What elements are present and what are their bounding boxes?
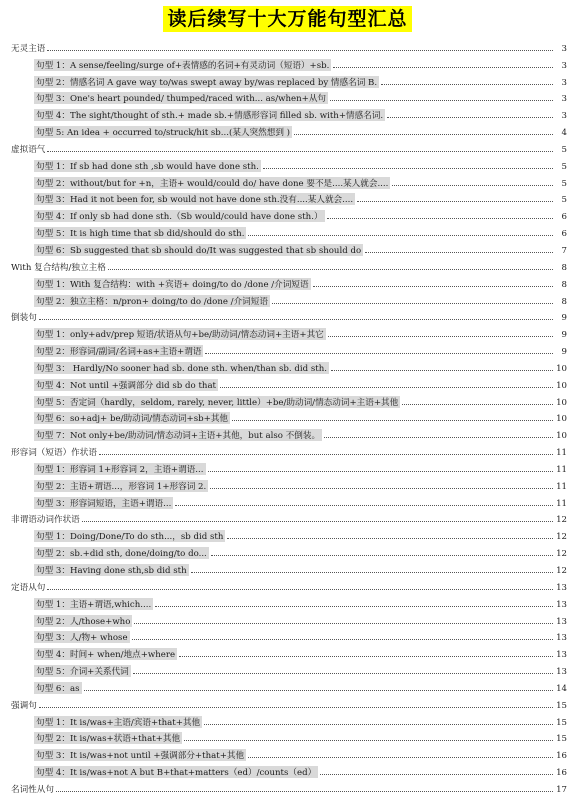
toc-item[interactable]	[8, 273, 567, 290]
toc-entry-label: 名词性从句	[11, 784, 54, 795]
toc-entry-label: 非谓语动词作状语	[11, 515, 80, 526]
dot-leader	[210, 488, 553, 489]
toc-entry-label: 定语从句	[11, 582, 46, 593]
dot-leader	[333, 67, 553, 68]
toc-entry-label: 句型 6：as	[36, 683, 80, 694]
toc-entry-label: 句型 1：It is/was+主语/宾语+that+其他	[36, 717, 201, 728]
toc-page-number: 14	[556, 683, 567, 694]
toc-section-heading[interactable]	[8, 509, 567, 526]
toc-entry-label: 句型 5：否定词（hardly，seldom, rarely, never, little）+be/助动词/情态动词+主语+其他	[36, 397, 399, 408]
toc-page-number: 11	[556, 464, 567, 475]
toc-entry-label: 句型 5：It is high time that sb did/should do sth.	[36, 229, 245, 240]
dot-leader	[47, 50, 553, 51]
toc-entry-label: 句型 4：时间+ when/地点+where	[36, 650, 176, 661]
dot-leader	[328, 336, 553, 337]
dot-leader	[133, 673, 553, 674]
toc-item[interactable]	[8, 761, 567, 778]
dot-leader	[324, 437, 553, 438]
toc-item[interactable]	[8, 424, 567, 441]
dot-leader	[56, 791, 553, 792]
toc-item[interactable]	[8, 71, 567, 88]
dot-leader	[220, 387, 553, 388]
dot-leader	[47, 589, 553, 590]
dot-leader	[39, 707, 553, 708]
toc-page-number: 6	[561, 212, 567, 223]
toc-item[interactable]	[8, 172, 567, 189]
dot-leader	[108, 269, 553, 270]
toc-entry-label: 句型 3：It is/was+not until +强调部分+that+其他	[36, 751, 245, 762]
dot-leader	[155, 606, 553, 607]
toc-section-heading[interactable]	[8, 576, 567, 593]
toc-page-number: 10	[556, 431, 567, 442]
toc-item[interactable]	[8, 475, 567, 492]
toc-entry-label: 句型 3：Having done sth,sb did sth	[36, 566, 187, 576]
toc-item[interactable]	[8, 323, 567, 340]
toc-page-number: 13	[556, 650, 567, 661]
toc-page-number: 5	[561, 178, 567, 189]
toc-section-heading[interactable]	[8, 138, 567, 155]
toc-item[interactable]	[8, 458, 567, 475]
page-title: 读后续写十大万能句型汇总	[163, 6, 411, 32]
toc-item[interactable]	[8, 593, 567, 610]
toc-item[interactable]	[8, 744, 567, 761]
toc-page-number: 3	[561, 60, 567, 71]
toc-item[interactable]	[8, 54, 567, 71]
toc-entry-label: 形容词（短语）作状语	[11, 448, 97, 459]
toc-entry-label: 句型 4：Not until +强调部分 did sb do that	[36, 380, 217, 391]
toc-page-number: 10	[556, 414, 567, 425]
dot-leader	[134, 623, 553, 624]
toc-page-number: 17	[556, 784, 567, 795]
toc-page-number: 4	[561, 128, 567, 139]
dot-leader	[313, 286, 553, 287]
toc-section-heading[interactable]	[8, 256, 567, 273]
toc-entry-label: 句型 2：without/but for +n，主语+ would/could do/ have done 要不是....某人就会....	[36, 178, 389, 189]
dot-leader	[227, 538, 553, 539]
toc-page-number: 9	[561, 330, 567, 341]
toc-entry-label: 句型 4：It is/was+not A but B+that+matters（ed）/counts（ed）	[36, 768, 317, 779]
dot-leader	[248, 235, 553, 236]
toc-item[interactable]	[8, 155, 567, 172]
toc-section-heading[interactable]	[8, 37, 567, 54]
toc-entry-label: 句型 2：形容词/副词/名词+as+主语+谓语	[36, 347, 202, 358]
toc-entry-label: 句型 1：With 复合结构：with +宾语+ doing/to do /done /介词短语	[36, 279, 309, 290]
toc-entry-label: 句型 2：主语+谓语...，形容词 1+形容词 2.	[36, 481, 207, 492]
table-of-contents	[8, 37, 567, 795]
toc-item[interactable]	[8, 542, 567, 559]
toc-entry-label: 句型 3：形容词短语，主语+谓语...	[36, 498, 172, 509]
toc-item[interactable]	[8, 391, 567, 408]
toc-entry-label: 句型 3： Hardly/No sooner had sb. done sth. when/than sb. did sth.	[36, 363, 328, 374]
toc-section-heading[interactable]	[8, 441, 567, 458]
title-area	[0, 0, 575, 36]
dot-leader	[175, 505, 553, 506]
toc-entry-label: 句型 1：形容词 1+形容词 2，主语+谓语...	[36, 464, 204, 475]
toc-entry-label: 句型 1：主语+谓语,which....	[36, 599, 152, 610]
toc-entry-label: 句型 5：介词+关系代词	[36, 667, 129, 678]
toc-item[interactable]	[8, 290, 567, 307]
dot-leader	[357, 201, 553, 202]
toc-page-number: 3	[561, 43, 567, 54]
toc-section-heading[interactable]	[8, 694, 567, 711]
toc-entry-label: 句型 2：独立主格：n/pron+ doing/to do /done /介词短语	[36, 296, 268, 307]
toc-page-number: 10	[556, 380, 567, 391]
toc-entry-label: 虚拟语气	[11, 144, 46, 155]
toc-entry-label: 句型 3：One's heart pounded/ thumped/raced with... as/when+从句	[36, 94, 327, 105]
toc-page-number: 12	[556, 515, 567, 526]
toc-item[interactable]	[8, 374, 567, 391]
toc-page-number: 5	[561, 195, 567, 206]
toc-item[interactable]	[8, 677, 567, 694]
toc-page-number: 3	[561, 111, 567, 122]
toc-item[interactable]	[8, 340, 567, 357]
dot-leader	[179, 656, 553, 657]
toc-page-number: 15	[556, 734, 567, 745]
toc-item[interactable]	[8, 559, 567, 576]
dot-leader	[402, 404, 553, 405]
toc-page-number: 11	[556, 448, 567, 459]
dot-leader	[132, 639, 553, 640]
toc-item[interactable]	[8, 88, 567, 105]
toc-item[interactable]	[8, 222, 567, 239]
toc-entry-label: 句型 6：Sb suggested that sb should do/It was suggested that sb should do	[36, 245, 362, 256]
toc-page-number: 12	[556, 532, 567, 543]
dot-leader	[99, 454, 553, 455]
toc-page-number: 8	[561, 262, 567, 273]
toc-entry-label: 句型 1：only+adv/prep 短语/状语从句+be/助动词/情态动词+主语+其它	[36, 330, 324, 341]
toc-page-number: 13	[556, 616, 567, 627]
toc-page-number: 9	[561, 313, 567, 324]
toc-page-number: 13	[556, 599, 567, 610]
toc-entry-label: 倒装句	[11, 313, 37, 324]
toc-page-number: 5	[561, 144, 567, 155]
toc-item[interactable]	[8, 711, 567, 728]
toc-page-number: 5	[561, 161, 567, 172]
toc-item[interactable]	[8, 121, 567, 138]
dot-leader	[327, 218, 553, 219]
dot-leader	[184, 740, 553, 741]
toc-entry-label: 无灵主语	[11, 43, 46, 54]
toc-entry-label: 句型 2：It is/was+状语+that+其他	[36, 734, 181, 745]
toc-item[interactable]	[8, 357, 567, 374]
toc-item[interactable]	[8, 728, 567, 745]
toc-page-number: 8	[561, 279, 567, 290]
toc-entry-label: With 复合结构/独立主格	[11, 262, 106, 273]
toc-entry-label: 句型 4：The sight/thought of sth.+ made sb.+情感形容词 filled sb. with+情感名词.	[36, 111, 384, 122]
dot-leader	[205, 353, 553, 354]
toc-entry-label: 句型 1：If sb had done sth ,sb would have done sth.	[36, 161, 259, 172]
toc-page-number: 11	[556, 481, 567, 492]
toc-page-number: 13	[556, 633, 567, 644]
toc-entry-label: 句型 4：If only sb had done sth.（Sb would/could have done sth.）	[36, 212, 323, 223]
dot-leader	[387, 117, 553, 118]
toc-page-number: 8	[561, 296, 567, 307]
toc-entry-label: 句型 1：Doing/Done/To do sth...，sb did sth	[36, 532, 224, 543]
toc-entry-label: 句型 6：so+adj+ be/助动词/情态动词+sb+其他	[36, 414, 229, 425]
toc-entry-label: 句型 2：sb.+did sth, done/doing/to do...	[36, 549, 207, 560]
dot-leader	[248, 757, 553, 758]
toc-item[interactable]	[8, 627, 567, 644]
toc-page-number: 3	[561, 77, 567, 88]
dot-leader	[320, 774, 553, 775]
toc-page-number: 12	[556, 549, 567, 560]
toc-section-heading[interactable]	[8, 307, 567, 324]
toc-item[interactable]	[8, 643, 567, 660]
toc-entry-label: 强调句	[11, 700, 37, 711]
toc-page-number: 13	[556, 667, 567, 678]
dot-leader	[381, 84, 553, 85]
toc-entry-label: 句型 7：Not only+be/助动词/情态动词+主语+其他，but also 不倒装。	[36, 431, 321, 442]
toc-page-number: 16	[556, 768, 567, 779]
toc-entry-label: 句型 3：人/物+ whose	[36, 633, 128, 644]
dot-leader	[330, 100, 553, 101]
dot-leader	[392, 185, 553, 186]
dot-leader	[232, 420, 553, 421]
toc-item[interactable]	[8, 492, 567, 509]
toc-page-number: 15	[556, 717, 567, 728]
toc-page-number: 13	[556, 582, 567, 593]
toc-item[interactable]	[8, 525, 567, 542]
toc-page-number: 3	[561, 94, 567, 105]
toc-entry-label: 句型 2：人/those+who	[36, 616, 131, 627]
toc-item[interactable]	[8, 205, 567, 222]
dot-leader	[331, 370, 553, 371]
dot-leader	[272, 303, 553, 304]
toc-entry-label: 句型 5: An idea + occurred to/struck/hit sb...(某人突然想到 )	[36, 128, 290, 139]
toc-page-number: 12	[556, 566, 567, 576]
dot-leader	[211, 555, 553, 556]
toc-page-number: 10	[556, 397, 567, 408]
toc-page-number: 15	[556, 700, 567, 711]
toc-section-heading[interactable]	[8, 778, 567, 795]
dot-leader	[84, 690, 553, 691]
toc-item[interactable]	[8, 239, 567, 256]
toc-page-number: 10	[556, 363, 567, 374]
toc-entry-label: 句型 2：情感名词 A gave way to/was swept away by/was replaced by 情感名词 B.	[36, 77, 378, 88]
dot-leader	[208, 471, 553, 472]
dot-leader	[191, 572, 553, 573]
toc-entry-label: 句型 1：A sense/feeling/surge of+表情感的名词+有灵动词（短语）+sb.	[36, 60, 330, 71]
dot-leader	[263, 168, 553, 169]
toc-item[interactable]	[8, 610, 567, 627]
toc-page-number: 7	[561, 245, 567, 256]
dot-leader	[39, 319, 553, 320]
dot-leader	[365, 252, 553, 253]
dot-leader	[82, 521, 553, 522]
toc-page-number: 11	[556, 498, 567, 509]
toc-item[interactable]	[8, 104, 567, 121]
toc-item[interactable]	[8, 660, 567, 677]
toc-item[interactable]	[8, 189, 567, 206]
toc-item[interactable]	[8, 408, 567, 425]
dot-leader	[294, 134, 553, 135]
dot-leader	[47, 151, 553, 152]
toc-page-number: 6	[561, 229, 567, 240]
dot-leader	[204, 724, 553, 725]
toc-page-number: 9	[561, 347, 567, 358]
toc-entry-label: 句型 3：Had it not been for, sb would not have done sth.没有....某人就会....	[36, 195, 354, 206]
toc-page-number: 16	[556, 751, 567, 762]
